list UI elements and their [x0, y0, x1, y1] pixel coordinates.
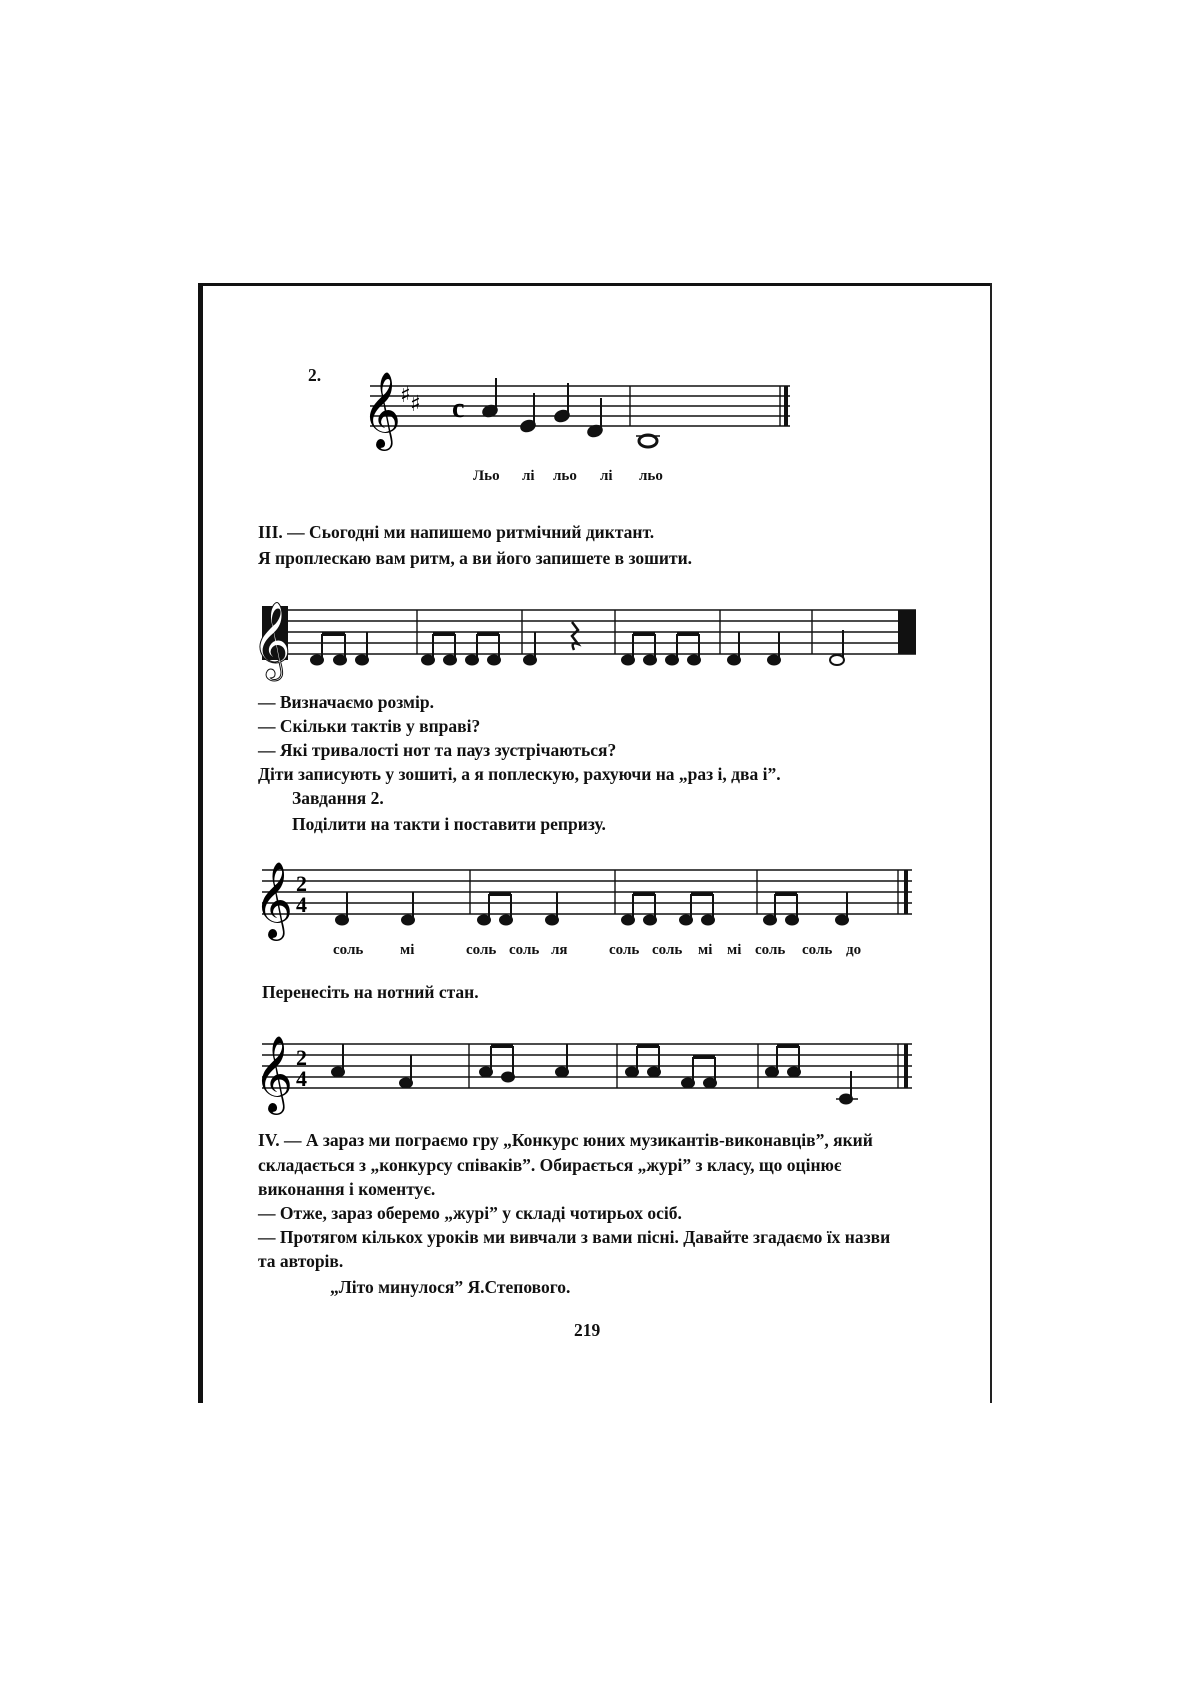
- solfege-syllable: ля: [551, 942, 568, 958]
- treble-clef-icon: 𝄞: [252, 601, 292, 678]
- question-2: — Скільки тактів у вправі?: [258, 716, 481, 736]
- page-border-left: [198, 283, 203, 1403]
- treble-clef-icon: 𝄞: [362, 371, 402, 448]
- section4-line-4: — Отже, зараз оберемо „журі” у складі чотирьох осіб.: [258, 1203, 682, 1223]
- page-border-right: [990, 283, 992, 1403]
- solfege-syllable: соль: [509, 942, 540, 958]
- solfege-syllable: мі: [727, 942, 742, 958]
- staff-transferred-melody: [254, 1035, 922, 1136]
- question-1: — Визначаємо розмір.: [258, 692, 434, 712]
- time-signature-bottom: 4: [296, 1066, 307, 1091]
- treble-clef-icon: 𝄞: [254, 861, 294, 938]
- sharp-icon: ♯: [410, 392, 421, 417]
- section4-line-3: виконання і коментує.: [258, 1179, 436, 1199]
- staff-example-2: [362, 360, 830, 470]
- example-number: 2.: [308, 365, 322, 385]
- page-border-top: [198, 283, 992, 286]
- common-time-signature: c: [452, 393, 465, 424]
- time-signature-top: 2: [296, 871, 307, 896]
- treble-clef-icon: 𝄞: [254, 1035, 294, 1112]
- syllable: льо: [553, 468, 577, 484]
- quarter-rest: [572, 622, 578, 650]
- half-note: [830, 655, 844, 665]
- section3-intro: III. — Сьогодні ми напишемо ритмічний диктант.: [258, 522, 655, 542]
- syllable: лі: [600, 468, 613, 484]
- whole-note: [639, 435, 657, 447]
- time-signature-bottom: 4: [296, 892, 307, 917]
- instruction: Діти записують у зошиті, а я поплескую, рахуючи на „раз і, два і”.: [258, 764, 781, 784]
- section4-line-2: складається з „конкурсу співаків”. Обирається „журі” з класу, що оцінює: [258, 1155, 842, 1175]
- section3-line2: Я проплескаю вам ритм, а ви його запишете в зошити.: [258, 548, 693, 568]
- task-label: Завдання 2.: [292, 788, 384, 808]
- syllable: Льо: [473, 468, 500, 484]
- task-text: Поділити на такти і поставити репризу.: [292, 814, 606, 834]
- solfege-syllable: соль: [333, 942, 364, 958]
- time-signature-top: 2: [296, 1045, 307, 1070]
- solfege-syllable: до: [846, 942, 862, 958]
- solfege-syllable: соль: [466, 942, 497, 958]
- syllable: льо: [639, 468, 663, 484]
- solfege-syllable: соль: [755, 942, 786, 958]
- sharp-icon: ♯: [400, 383, 411, 408]
- solfege-syllable: соль: [609, 942, 640, 958]
- solfege-syllable: соль: [652, 942, 683, 958]
- section4-line-6: та авторів.: [258, 1251, 344, 1271]
- solfege-syllable: мі: [400, 942, 415, 958]
- page-number: 219: [574, 1320, 601, 1340]
- song-title: „Літо минулося” Я.Степового.: [330, 1277, 571, 1297]
- section4-line-1: IV. — А зараз ми пограємо гру „Конкурс юних музикантів-виконавців”, який: [258, 1130, 873, 1150]
- syllable: лі: [522, 468, 535, 484]
- repeat-end-barline: [898, 610, 916, 654]
- staff-rhythm-dictation: [252, 596, 922, 686]
- solfege-syllable: мі: [698, 942, 713, 958]
- section4-line-5: — Протягом кількох уроків ми вивчали з вами пісні. Давайте згадаємо їх назви: [258, 1227, 891, 1247]
- solfege-syllable: соль: [802, 942, 833, 958]
- transfer-instruction: Перенесіть на нотний стан.: [262, 982, 479, 1002]
- staff-task-2: [254, 861, 922, 952]
- question-3: — Які тривалості нот та пауз зустрічаються?: [258, 740, 617, 760]
